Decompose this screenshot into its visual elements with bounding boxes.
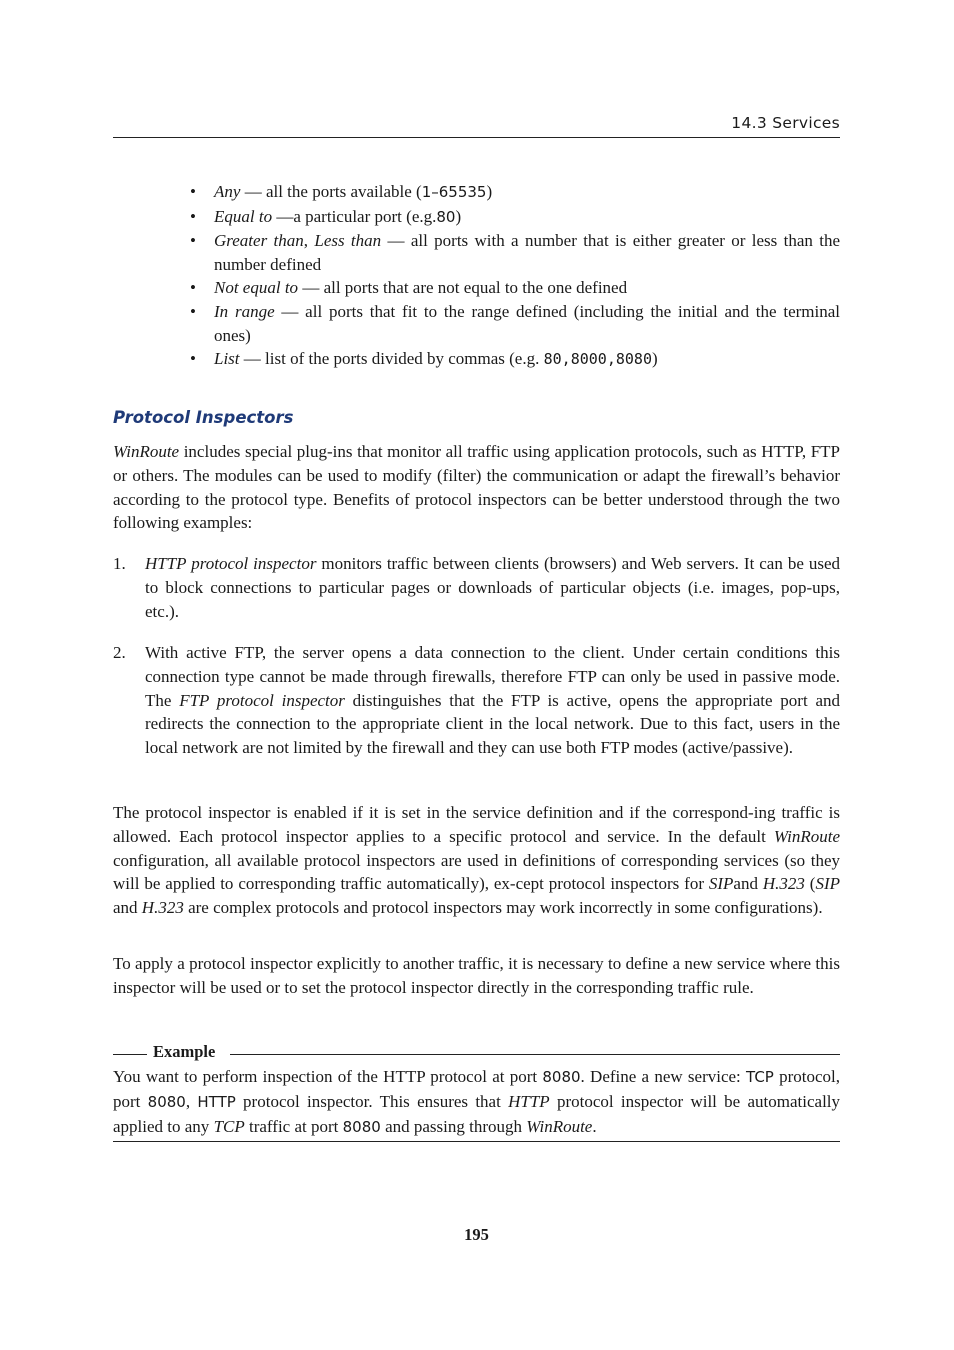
port-condition-list bbox=[190, 180, 840, 372]
example-rule-left bbox=[113, 1054, 147, 1055]
list-item: • Any — all the ports available (1–65535) bbox=[190, 180, 840, 205]
list-item: 1. HTTP protocol inspector monitors traffic between clients (browsers) and Web servers. It can be used to block connections to particular pages or downloads of particular objects (i.e. images, pop-ups, etc.). bbox=[113, 554, 840, 621]
list-item: • Greater than, Less than — all ports with a number that is either greater or less than the number defined bbox=[190, 229, 840, 276]
section-title: Protocol Inspectors bbox=[113, 408, 294, 427]
example-label: Example bbox=[153, 1042, 216, 1061]
list-item: • In range — all ports that fit to the range defined (including the initial and the terminal ones) bbox=[190, 300, 840, 347]
inspector-examples-list bbox=[113, 552, 840, 623]
list-item: • List — list of the ports divided by commas (e.g. 80,8000,8080) bbox=[190, 347, 840, 372]
running-header: 14.3 Services bbox=[731, 114, 840, 132]
header-rule bbox=[113, 137, 840, 138]
list-item: • Not equal to — all ports that are not equal to the one defined bbox=[190, 276, 840, 300]
example-rule-right bbox=[230, 1054, 840, 1055]
list-item: 2. With active FTP, the server opens a data connection to the client. Under certain conditions this connection type cannot be made through firewalls, therefore FTP can only be used in passive mode. The FTP protocol inspector distinguishes that the FTP is active, opens the appropriate port and redirects the connection to the appropriate client in the local network. Due to this fact, users in the local network are not limited by the firewall and they can use both FTP modes (active/passive). bbox=[113, 643, 840, 758]
inspector-examples-list-2 bbox=[113, 641, 840, 760]
example-heading bbox=[113, 1042, 840, 1066]
example-body: You want to perform inspection of the HTTP protocol at port 8080. Define a new service: TCP protocol, port 8080, HTTP protocol inspector. This ensures that HTTP protocol inspector will be automatically applied to any TCP traffic at port 8080 and passing through WinRoute. bbox=[113, 1067, 841, 1136]
page-number: 195 bbox=[464, 1225, 489, 1244]
intro-paragraph: WinRoute includes special plug-ins that monitor all traffic using application protocols, such as HTTP, FTP or others. The modules can be used to modify (filter) the communication or adapt the firewall’s behavior according to the protocol type. Benefits of protocol inspectors can be better understood through the two following examples: bbox=[113, 442, 840, 533]
apply-inspector-paragraph: To apply a protocol inspector explicitly to another traffic, it is necessary to define a new service where this inspector will be used or to set the protocol inspector directly in the corresponding traffic rule. bbox=[113, 954, 840, 997]
list-item: • Equal to —a particular port (e.g.80) bbox=[190, 205, 840, 230]
example-bottom-rule bbox=[113, 1141, 840, 1142]
inspector-enable-paragraph: The protocol inspector is enabled if it is set in the service definition and if the correspond-ing traffic is allowed. Each protocol inspector applies to a specific protocol and service. In the default WinRoute configuration, all available protocol inspectors are used in definitions of corresponding services (so they will be applied to corresponding traffic automatically), ex-cept protocol inspectors for SIPand H.323 (SIP and H.323 are complex protocols and protocol inspectors may work incorrectly in some configurations). bbox=[113, 803, 840, 918]
